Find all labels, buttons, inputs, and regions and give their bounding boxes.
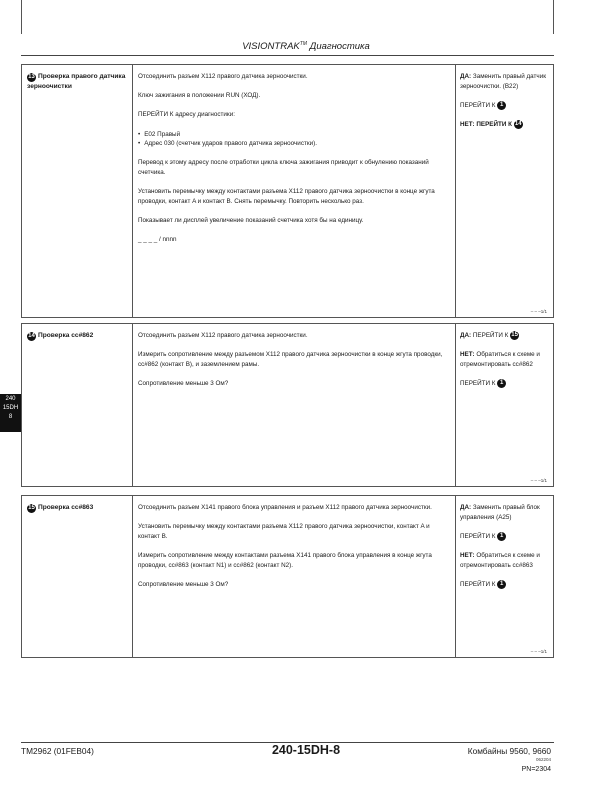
continuation-mark: – – –1/1 xyxy=(530,309,547,314)
step-title-cell xyxy=(22,324,132,486)
step-number-badge: 15 xyxy=(28,504,35,511)
diagnostic-address-list xyxy=(138,130,450,149)
page-header-title: VISIONTRAK™ Диагностика xyxy=(242,41,370,53)
step-title: 13 Проверка правого датчика зерноочистки xyxy=(27,73,126,90)
step-title-cell xyxy=(22,496,132,657)
footer-page-number: 240-15DH-8 xyxy=(271,743,341,757)
footer-code: 062204 xyxy=(535,757,551,762)
yes-result[interactable]: ДА: ПЕРЕЙТИ К 15 xyxy=(460,332,518,340)
no-result: НЕТ: ПЕРЕЙТИ К 14 xyxy=(460,121,522,129)
footer-pn: PN=2304 xyxy=(521,766,551,773)
step-procedure-cell xyxy=(132,496,456,657)
step-results xyxy=(460,503,552,599)
step-result-cell xyxy=(455,496,553,657)
step-title: 15 Проверка cc#863 xyxy=(28,504,94,511)
goto-step-link[interactable]: ПЕРЕЙТИ К 1 xyxy=(460,379,552,389)
test-step-13 xyxy=(21,64,554,318)
yes-result: ДА: Заменить правый блок управления (A25) xyxy=(460,504,540,521)
test-step-15 xyxy=(21,495,554,658)
step-results xyxy=(460,331,552,399)
footer-model: Комбайны 9560, 9660 xyxy=(467,746,551,756)
continuation-mark: – – –1/1 xyxy=(530,478,547,483)
step-number-badge[interactable]: 14 xyxy=(514,121,522,128)
step-procedure: Отсоединить разъем X112 правого датчика зерноочистки. Ключ зажигания в положении RUN (ХОД). ПЕРЕЙТИ К адресу диагностики: • E02 Правый • Адрес 030 (счетчик ударов правого датчика зерноочистки). Перевод к этому адресу после отработки цикла ключа зажигания приводит к обнулению показаний счетчика. Установить перемычку между контактами разъема X112 правого датчика зерноочистки в конце жгута проводки, контакт A и контакт B. Снять перемычку. Повторить несколько раз. Показывает ли дисплей увеличение показаний счетчика хотя бы на единицу. _ _ _ _ / nnnn xyxy=(138,72,450,254)
footer-doc-id: TM2962 (01FEB04) xyxy=(21,746,94,756)
step-result-cell xyxy=(455,324,553,486)
step-procedure: Отсоединить разъем X141 правого блока управления и разъем X112 правого датчика зерноочистки. Установить перемычку между контактами разъема X112 правого датчика зерноочистки, контакт A и контакт B. Измерить сопротивление между контактами разъема X141 правого блока управления в конце жгута проводки, cc#863 (контакт N1) и cc#862 (контакт N2). Сопротивление меньше 3 Ом? xyxy=(138,504,432,588)
step-procedure-cell xyxy=(132,324,456,486)
step-number-badge: 15 xyxy=(511,332,518,338)
test-step-14 xyxy=(21,323,554,487)
step-title-cell xyxy=(22,65,132,317)
section-side-tab: 240 15DH 8 xyxy=(0,394,21,432)
step-procedure-cell xyxy=(132,65,456,317)
goto-step-link[interactable]: ПЕРЕЙТИ К 1 xyxy=(460,580,552,590)
goto-step-link[interactable]: ПЕРЕЙТИ К 1 xyxy=(460,532,552,542)
goto-step-link[interactable]: ПЕРЕЙТИ К 1 xyxy=(460,101,552,111)
no-result: НЕТ: Обратиться к схеме и отремонтировать cc#863 xyxy=(460,552,540,569)
step-result-cell xyxy=(455,65,553,317)
header-rule-right xyxy=(553,0,554,34)
step-title: 14 Проверка cc#862 xyxy=(28,332,94,339)
step-number-badge: 1 xyxy=(497,532,506,541)
step-number-badge: 1 xyxy=(497,101,506,110)
header-divider xyxy=(21,55,554,56)
step-procedure: Отсоединить разъем X112 правого датчика зерноочистки. Измерить сопротивление между разъемом X112 правого датчика зерноочистки в конце жгута проводки, cc#862 (контакт B), и заземлением рамы. Сопротивление меньше 3 Ом? xyxy=(138,332,443,387)
step-number-badge: 1 xyxy=(497,379,506,388)
yes-result: ДА: Заменить правый датчик зерноочистки. (B22) xyxy=(460,73,546,90)
list-item: • E02 Правый xyxy=(138,130,450,140)
step-results xyxy=(460,72,552,140)
step-number-badge: 14 xyxy=(28,332,35,339)
step-number-badge: 1 xyxy=(497,580,506,589)
no-result: НЕТ: Обратиться к схеме и отремонтировать cc#862 xyxy=(460,351,540,368)
continuation-mark: – – –1/1 xyxy=(530,649,547,654)
list-item: • Адрес 030 (счетчик ударов правого датчика зерноочистки). xyxy=(138,139,450,149)
header-rule-left xyxy=(21,0,22,34)
step-number-badge: 13 xyxy=(28,73,35,80)
